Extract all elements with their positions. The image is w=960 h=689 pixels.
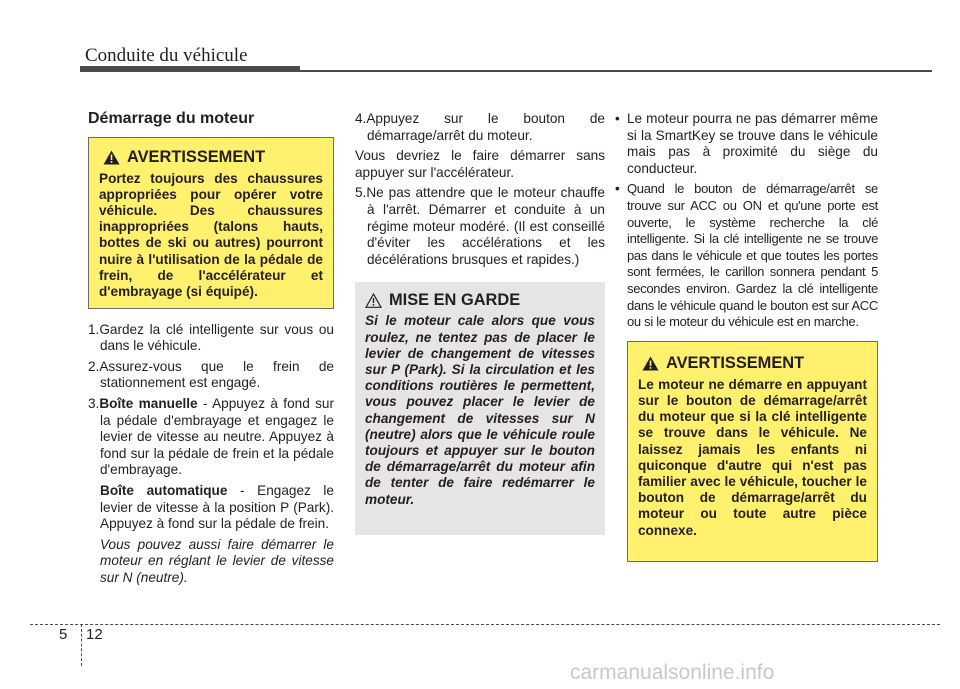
watermark: carmanualsonline.info	[570, 661, 775, 684]
automatic-transmission-text: - Engagez le levier de vitesse à la position P (Park). Appuyez à fond sur la pédale de frein.	[100, 482, 334, 532]
bullet-acc-text: Quand le bouton de démarrage/arrêt se trouve sur ACC ou ON et qu'une porte est ouverte, le système recherche la clé intelligente. Si la clé intelligente ne se trouve pas dans le véhicule et que toutes les portes sont fermées, le carillon sonnera pendant 5 secondes environ. Gardez la clé intelligente dans le véhicule quand le bouton est sur ACC ou si le moteur du véhicule est en marche.	[627, 181, 878, 330]
warning-title	[99, 145, 323, 171]
caution-box	[355, 282, 605, 535]
warning-box-shoes	[88, 137, 334, 309]
step-3-number: 3.	[88, 395, 100, 411]
warning-title-text: AVERTISSEMENT	[127, 148, 266, 167]
caution-icon	[365, 293, 382, 308]
caution-title	[365, 287, 595, 313]
footer-rule	[30, 624, 940, 625]
column-1	[88, 111, 334, 591]
warning-body: Le moteur ne démarre en appuyant sur le bouton de démarrage/arrêt du moteur que si la clé intelligente se trouve dans le véhicule. Ne laissez jamais les enfants ni quiconque d'autre qui n'est pas familier avec le véhicule, toucher le bouton de démarrage/arrêt du moteur ou toute autre pièce connexe.	[638, 376, 867, 538]
bullet-smartkey-text: Le moteur pourra ne pas démarrer même si la SmartKey se trouve dans le véhicule mais pas à proximité du siège du conducteur.	[627, 111, 878, 176]
step-2: 2.Assurez-vous que le frein de stationnement est engagé.	[88, 358, 334, 391]
header-title: Conduite du véhicule	[85, 45, 248, 66]
step-3	[88, 396, 334, 479]
manual-transmission-label: Boîte manuelle	[99, 395, 198, 411]
warning-title	[638, 351, 867, 377]
page-number: 12	[86, 626, 103, 643]
chapter-number: 5	[59, 626, 68, 643]
warning-icon	[642, 356, 659, 371]
warning-title-text: AVERTISSEMENT	[666, 354, 805, 373]
header-rule	[300, 70, 932, 72]
column-2	[355, 111, 605, 535]
manual-transmission-text: - Appuyez à fond sur la pédale d'embrayage et engagez le levier de vitesse au neutre. Appuyez à fond sur la pédale de frein et la pédale d'embrayage.	[100, 395, 334, 478]
warning-box-children	[627, 341, 878, 562]
caution-body: Si le moteur cale alors que vous roulez, ne tentez pas de placer le levier de changement de vitesses sur P (Park). Si la circulation et les conditions routières le permettent, vous pouvez placer le levier de changement de vitesses sur N (neutre) alors que le véhicule roule toujours et appuyer sur le bouton de démarrage/arrêt du moteur afin de tenter de faire redémarrer le moteur.	[365, 313, 595, 507]
column-3	[615, 111, 878, 562]
warning-icon	[103, 150, 120, 165]
automatic-transmission	[88, 483, 334, 533]
warning-body: Portez toujours des chaussures appropriées pour opérer votre véhicule. Des chaussures inappropriées (talons hauts, bottes de ski ou autres) pourront nuire à l'utilisation de la pédale de frein, de l'accélérateur et d'embrayage (si équipé).	[99, 170, 323, 300]
neutral-note: Vous pouvez aussi faire démarrer le moteur en réglant le levier de vitesse sur N (neutre).	[100, 536, 334, 585]
step-4: 4.Appuyez sur le bouton de démarrage/arrêt du moteur.	[355, 111, 605, 143]
bullet-smartkey	[615, 111, 878, 177]
footer-divider	[81, 624, 82, 666]
bullet-acc	[615, 181, 878, 330]
automatic-transmission-label: Boîte automatique	[100, 482, 228, 498]
step-1: 1.Gardez la clé intelligente sur vous ou dans le véhicule.	[88, 321, 334, 354]
caution-title-text: MISE EN GARDE	[389, 291, 521, 310]
header-bar	[80, 66, 300, 72]
bullet-dot: •	[615, 181, 620, 197]
step-5: 5.Ne pas attendre que le moteur chauffe à l'arrêt. Démarrer et conduite à un régime moteur modéré. (Il est conseillé d'éviter les accélérations et les décélérations brusques et rapides.)	[355, 185, 605, 267]
section-title: Démarrage du moteur	[88, 110, 255, 127]
bullet-dot: •	[615, 111, 620, 126]
accelerator-note: Vous devriez le faire démarrer sans appuyer sur l'accélérateur.	[355, 148, 605, 180]
